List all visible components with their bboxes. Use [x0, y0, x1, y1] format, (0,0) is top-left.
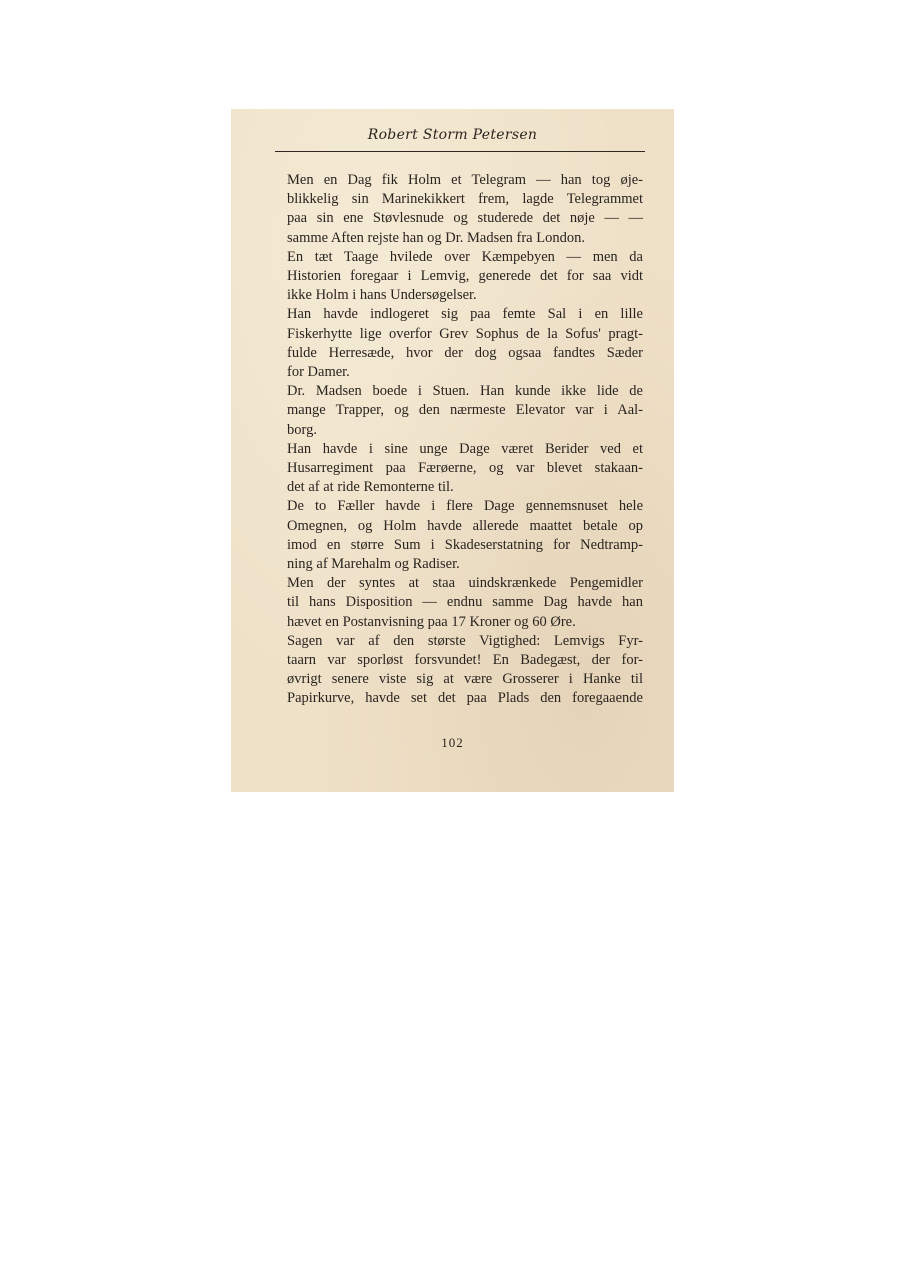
- paragraph: [273, 248, 643, 306]
- text-line: øvrigt senere viste sig at være Grosserer i Hanke til: [287, 671, 643, 688]
- text-line: det af at ride Remonterne til.: [287, 479, 454, 496]
- text-line: De to Fæller havde i flere Dage gennemsnuset hele: [287, 498, 643, 515]
- text-line: samme Aften rejste han og Dr. Madsen fra London.: [287, 229, 585, 246]
- text-line: blikkelig sin Marinekikkert frem, lagde Telegrammet: [287, 191, 643, 208]
- text-line: imod en større Sum i Skadeserstatning for Nedtramp-: [287, 536, 643, 553]
- text-line: ning af Marehalm og Radiser.: [287, 556, 460, 573]
- text-line: paa sin ene Støvlesnude og studerede det nøje — —: [287, 210, 643, 227]
- text-line: for Damer.: [287, 364, 350, 381]
- text-line: Papirkurve, havde set det paa Plads den foregaaende: [287, 690, 643, 707]
- paragraph: [273, 382, 643, 440]
- text-line: Han havde i sine unge Dage været Berider ved et: [287, 440, 643, 457]
- text-line: En tæt Taage hvilede over Kæmpebyen — men da: [287, 248, 643, 265]
- text-line: Husarregiment paa Færøerne, og var blevet stakaan-: [287, 460, 643, 477]
- text-line: Historien foregaar i Lemvig, generede det for saa vidt: [287, 268, 643, 285]
- text-line: Men der syntes at staa uindskrænkede Pengemidler: [287, 575, 643, 592]
- text-line: hævet en Postanvisning paa 17 Kroner og 60 Øre.: [287, 613, 576, 630]
- text-line: fulde Herresæde, hvor der dog ogsaa fandtes Sæder: [287, 344, 643, 361]
- paragraph: [273, 305, 643, 382]
- book-page-scan: [231, 109, 674, 792]
- paragraph: [273, 632, 643, 709]
- paragraph: [273, 171, 643, 248]
- text-line: borg.: [287, 421, 317, 438]
- paragraph: [273, 574, 643, 632]
- page-body: [273, 171, 643, 709]
- text-line: ikke Holm i hans Undersøgelser.: [287, 287, 477, 304]
- paragraph: [273, 497, 643, 574]
- text-line: Dr. Madsen boede i Stuen. Han kunde ikke lide de: [287, 383, 643, 400]
- text-line: Men en Dag fik Holm et Telegram — han tog øje-: [287, 172, 643, 188]
- paragraph: [273, 440, 643, 498]
- text-line: taarn var sporløst forsvundet! En Badegæst, der for-: [287, 652, 643, 669]
- page-number: 102: [441, 735, 464, 750]
- text-line: Han havde indlogeret sig paa femte Sal i en lille: [287, 306, 643, 323]
- header-rule: [275, 151, 645, 152]
- text-line: Sagen var af den største Vigtighed: Lemvigs Fyr-: [287, 632, 643, 649]
- text-line: Fiskerhytte lige overfor Grev Sophus de la Sofus' pragt-: [287, 325, 643, 342]
- text-line: mange Trapper, og den nærmeste Elevator var i Aal-: [287, 402, 643, 419]
- running-head: Robert Storm Petersen: [367, 127, 538, 143]
- text-line: til hans Disposition — endnu samme Dag havde han: [287, 594, 643, 611]
- text-line: Omegnen, og Holm havde allerede maattet betale op: [287, 517, 643, 534]
